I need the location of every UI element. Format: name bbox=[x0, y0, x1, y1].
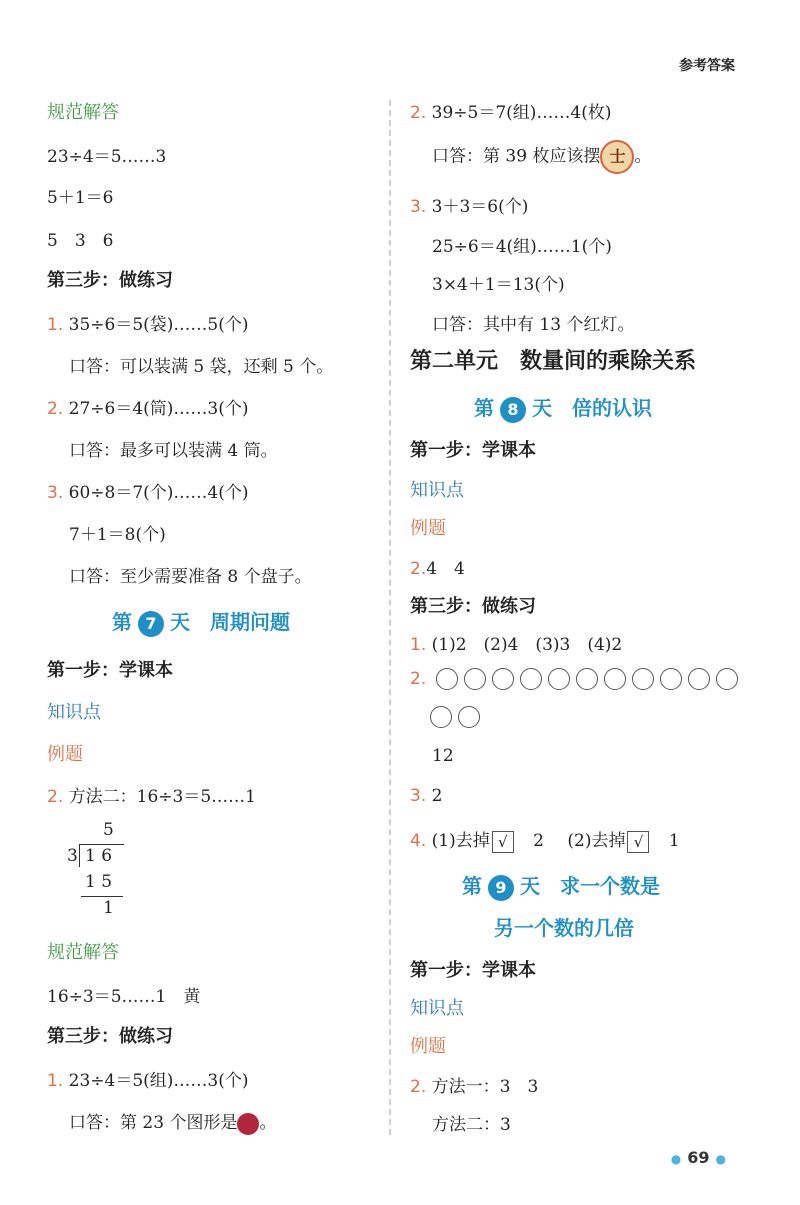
step-heading: 第三步：做练习 bbox=[410, 596, 536, 617]
question-1 bbox=[47, 310, 249, 335]
answer-line: 12 bbox=[432, 746, 454, 766]
circle-icon bbox=[632, 668, 654, 690]
example-text: 4 4 bbox=[426, 559, 465, 579]
question-text: 27÷6＝4(筒)……3(个) bbox=[68, 399, 249, 419]
division-divisor: 3 bbox=[67, 846, 78, 866]
answer-text: 2 bbox=[431, 786, 443, 806]
question-1 bbox=[47, 1066, 249, 1091]
answer-3 bbox=[410, 786, 442, 806]
day-prefix: 第 bbox=[112, 610, 132, 634]
method-text: 方法二：16÷3＝5……1 bbox=[68, 787, 256, 807]
question-number: 3. bbox=[410, 197, 427, 217]
knowledge-heading: 知识点 bbox=[47, 702, 101, 723]
day-9-heading bbox=[462, 870, 660, 901]
answer-2-circles bbox=[410, 668, 744, 690]
circle-icon bbox=[464, 668, 486, 690]
answer-line: 16÷3＝5……1 黄 bbox=[47, 987, 201, 1007]
oral-answer: 口答：可以装满 5 袋，还剩 5 个。 bbox=[69, 357, 334, 377]
oral-answer: 口答：至少需要准备 8 个盘子。 bbox=[69, 567, 312, 587]
division-subtract: 1 5 bbox=[85, 872, 113, 892]
circle-icon bbox=[458, 706, 480, 728]
day-badge: 7 bbox=[138, 611, 164, 637]
red-ball-icon bbox=[237, 1113, 259, 1135]
question-2 bbox=[410, 98, 612, 123]
answer-line: 5 3 6 bbox=[47, 231, 114, 251]
question-number: 2. bbox=[410, 103, 427, 123]
answer-line: 5＋1＝6 bbox=[47, 188, 114, 208]
day-7-heading bbox=[112, 606, 290, 637]
remove-label: (1)去掉 bbox=[431, 831, 490, 851]
check-box: √ bbox=[627, 831, 649, 853]
question-number: 1. bbox=[47, 315, 64, 335]
question-text: 23÷4＝5(组)……3(个) bbox=[68, 1071, 249, 1091]
day-badge: 8 bbox=[500, 397, 526, 423]
answer-line: 25÷6＝4(组)……1(个) bbox=[432, 237, 612, 257]
method-line: 方法二：3 bbox=[432, 1115, 511, 1135]
question-number: 4. bbox=[410, 831, 427, 851]
circle-icon bbox=[520, 668, 542, 690]
knowledge-heading: 知识点 bbox=[410, 480, 464, 501]
example-heading: 例题 bbox=[410, 1036, 446, 1057]
answer-2-circles-row2 bbox=[430, 706, 486, 728]
circle-icon bbox=[548, 668, 570, 690]
answer-1 bbox=[410, 630, 622, 655]
section-heading: 规范解答 bbox=[47, 102, 119, 123]
division-line bbox=[81, 896, 123, 897]
remove-label: (2)去掉 bbox=[567, 831, 626, 851]
chess-piece-icon: 士 bbox=[600, 140, 634, 174]
question-number: 3. bbox=[410, 786, 427, 806]
page-number: ● 69 ● bbox=[670, 1148, 726, 1167]
column-divider bbox=[389, 100, 391, 1135]
question-number: 2. bbox=[410, 559, 427, 579]
section-heading: 规范解答 bbox=[47, 942, 119, 963]
long-division bbox=[67, 820, 147, 920]
circle-icon bbox=[436, 668, 458, 690]
circle-icon bbox=[660, 668, 682, 690]
example-answer bbox=[410, 554, 465, 579]
answer-4 bbox=[410, 826, 680, 853]
question-2 bbox=[47, 394, 249, 419]
answer-text: (1)2 (2)4 (3)3 (4)2 bbox=[431, 635, 623, 655]
period: 。 bbox=[259, 1113, 277, 1133]
circle-icon bbox=[716, 668, 738, 690]
question-number: 2. bbox=[47, 787, 64, 807]
step-heading: 第一步：学课本 bbox=[410, 960, 536, 981]
page-number-text: 69 bbox=[687, 1148, 710, 1167]
question-text: 35÷6＝5(袋)……5(个) bbox=[68, 315, 249, 335]
oral-answer bbox=[69, 1108, 276, 1135]
circle-icon bbox=[430, 706, 452, 728]
question-number: 1. bbox=[410, 635, 427, 655]
day-title: 天 周期问题 bbox=[170, 610, 290, 634]
day-prefix: 第 bbox=[462, 874, 482, 898]
value: 2 bbox=[533, 831, 544, 851]
answer-line: 23÷4＝5……3 bbox=[47, 147, 167, 167]
oral-answer: 口答：其中有 13 个红灯。 bbox=[432, 315, 635, 335]
day-9-heading-line2: 另一个数的几倍 bbox=[494, 916, 634, 940]
circle-icon bbox=[688, 668, 710, 690]
circle-icon bbox=[576, 668, 598, 690]
unit-heading: 第二单元 数量间的乘除关系 bbox=[410, 349, 697, 374]
method-line bbox=[410, 1072, 538, 1097]
step-heading: 第三步：做练习 bbox=[47, 270, 173, 291]
circle-icon bbox=[492, 668, 514, 690]
circle-icon bbox=[604, 668, 626, 690]
oral-answer-text: 口答：第 23 个图形是 bbox=[69, 1113, 238, 1133]
oral-answer-text: 口答：第 39 枚应该摆 bbox=[432, 146, 601, 167]
day-8-heading bbox=[474, 392, 652, 423]
example-heading: 例题 bbox=[47, 744, 83, 765]
oral-answer: 口答：最多可以装满 4 筒。 bbox=[69, 441, 278, 461]
question-number: 2. bbox=[47, 399, 64, 419]
method-line bbox=[47, 782, 256, 807]
value: 1 bbox=[668, 831, 680, 851]
method-text: 方法一：3 3 bbox=[431, 1077, 539, 1097]
period: 。 bbox=[634, 146, 652, 167]
question-number: 2. bbox=[410, 669, 427, 689]
question-3 bbox=[47, 478, 249, 503]
question-number: 3. bbox=[47, 483, 64, 503]
division-dividend: 1 6 bbox=[85, 846, 113, 866]
division-quotient: 5 bbox=[103, 820, 114, 840]
question-number: 1. bbox=[47, 1071, 64, 1091]
day-title: 天 求一个数是 bbox=[520, 874, 660, 898]
step-heading: 第一步：学课本 bbox=[410, 440, 536, 461]
header-title: 参考答案 bbox=[679, 58, 735, 74]
oral-answer bbox=[432, 140, 651, 174]
question-number: 2. bbox=[410, 1077, 427, 1097]
step-heading: 第一步：学课本 bbox=[47, 660, 173, 681]
day-prefix: 第 bbox=[474, 396, 494, 420]
day-title: 天 倍的认识 bbox=[532, 396, 652, 420]
example-heading: 例题 bbox=[410, 518, 446, 539]
question-text: 39÷5＝7(组)……4(枚) bbox=[431, 103, 612, 123]
division-remainder: 1 bbox=[103, 898, 114, 918]
knowledge-heading: 知识点 bbox=[410, 998, 464, 1019]
step-heading: 第三步：做练习 bbox=[47, 1026, 173, 1047]
check-box: √ bbox=[492, 831, 514, 853]
question-text: 60÷8＝7(个)……4(个) bbox=[68, 483, 249, 503]
answer-line: 7＋1＝8(个) bbox=[69, 525, 166, 545]
day-badge: 9 bbox=[488, 875, 514, 901]
question-text: 3＋3＝6(个) bbox=[431, 197, 529, 217]
answer-line: 3×4＋1＝13(个) bbox=[432, 275, 565, 295]
question-3 bbox=[410, 192, 528, 217]
